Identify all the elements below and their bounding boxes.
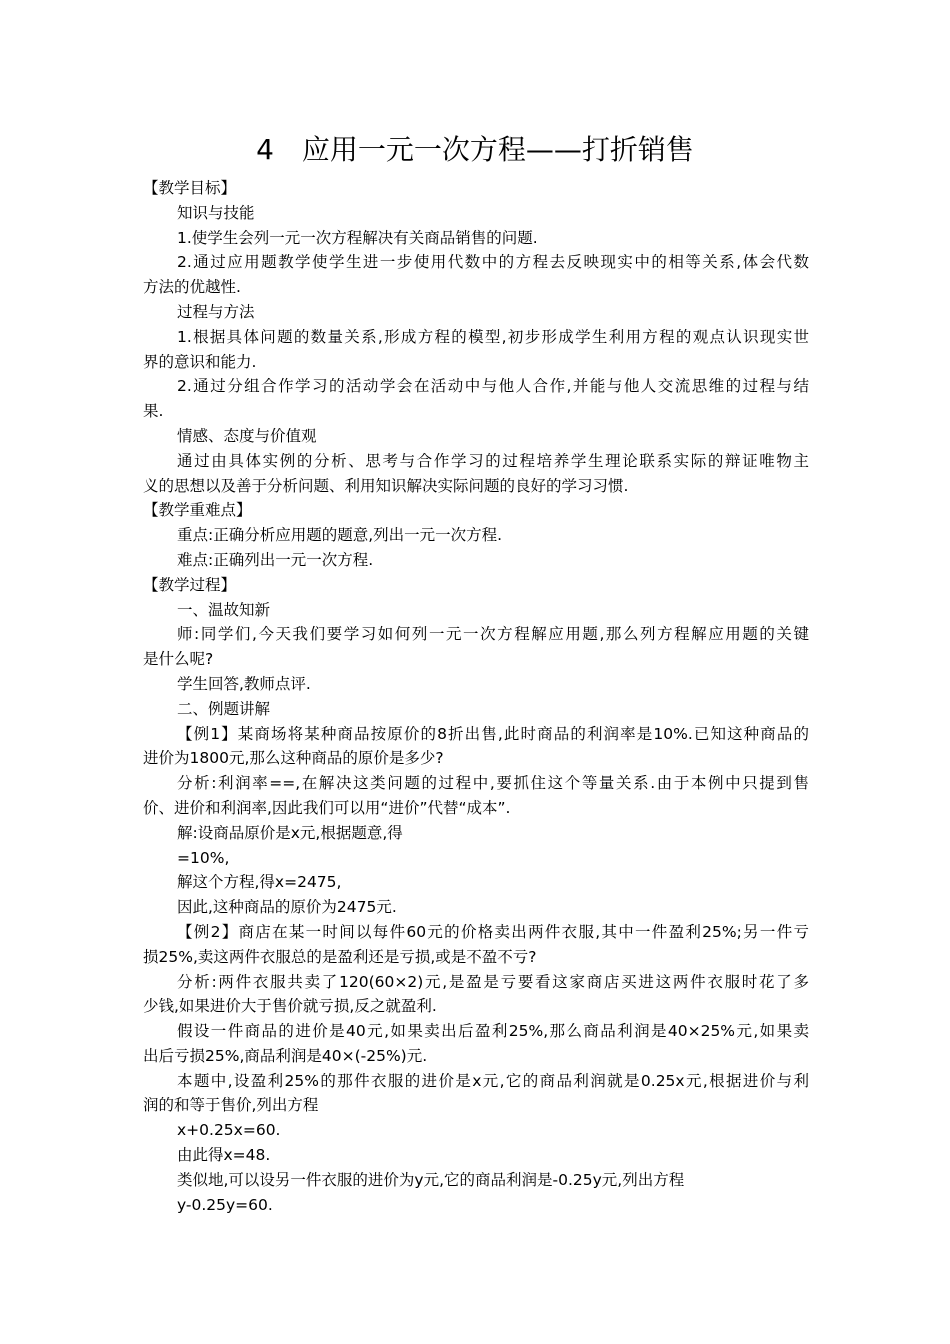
text-line: =10%, <box>177 848 230 867</box>
text-line: 【例1】某商场将某种商品按原价的8折出售,此时商品的利润率是10%.已知这种商品的 <box>177 724 809 743</box>
text-line: 润的和等于售价,列出方程 <box>143 1096 319 1115</box>
text-line: 1.根据具体问题的数量关系,形成方程的模型,初步形成学生利用方程的观点认识现实世 <box>177 327 809 346</box>
text-line: 果. <box>143 402 164 421</box>
text-line: 进价为1800元,那么这种商品的原价是多少? <box>143 749 444 768</box>
text-line: 通过由具体实例的分析、思考与合作学习的过程培养学生理论联系实际的辩证唯物主 <box>177 451 809 470</box>
text-line: 本题中,设盈利25%的那件衣服的进价是x元,它的商品利润就是0.25x元,根据进价与利 <box>177 1071 809 1090</box>
text-line: 因此,这种商品的原价为2475元. <box>177 898 397 917</box>
text-line: 少钱,如果进价大于售价就亏损,反之就盈利. <box>143 997 437 1016</box>
text-line: 【教学过程】 <box>143 575 237 594</box>
text-line: 师:同学们,今天我们要学习如何列一元一次方程解应用题,那么列方程解应用题的关键 <box>177 625 809 644</box>
text-line: 情感、态度与价值观 <box>177 426 317 445</box>
text-line: 是什么呢? <box>143 650 214 669</box>
text-line: 类似地,可以设另一件衣服的进价为y元,它的商品利润是-0.25y元,列出方程 <box>177 1170 685 1189</box>
text-line: 解:设商品原价是x元,根据题意,得 <box>177 823 403 842</box>
text-line: 【例2】商店在某一时间以每件60元的价格卖出两件衣服,其中一件盈利25%;另一件亏 <box>177 922 809 941</box>
text-line: 假设一件商品的进价是40元,如果卖出后盈利25%,那么商品利润是40×25%元,如果卖 <box>177 1022 809 1041</box>
text-line: 二、例题讲解 <box>177 699 271 718</box>
text-line: 1.使学生会列一元一次方程解决有关商品销售的问题. <box>177 228 538 247</box>
text-line: 分析:利润率==,在解决这类问题的过程中,要抓住这个等量关系.由于本例中只提到售 <box>177 774 809 793</box>
text-line: 义的思想以及善于分析问题、利用知识解决实际问题的良好的学习习惯. <box>143 476 629 495</box>
text-line: 界的意识和能力. <box>143 352 257 371</box>
text-line: 【教学重难点】 <box>143 501 252 520</box>
text-line: 知识与技能 <box>177 203 255 222</box>
text-line: 出后亏损25%,商品利润是40×(-25%)元. <box>143 1046 428 1065</box>
text-line: 【教学目标】 <box>143 179 237 197</box>
text-line: y-0.25y=60. <box>177 1195 273 1214</box>
text-line: 分析:两件衣服共卖了120(60×2)元,是盈是亏要看这家商店买进这两件衣服时花了多 <box>177 972 809 991</box>
text-line: 学生回答,教师点评. <box>177 674 311 693</box>
text-line: 一、温故知新 <box>177 600 271 619</box>
text-line: 解这个方程,得x=2475, <box>177 873 342 892</box>
text-line: 过程与方法 <box>177 302 255 321</box>
text-line: 由此得x=48. <box>177 1146 271 1165</box>
text-line: 重点:正确分析应用题的题意,列出一元一次方程. <box>177 526 503 545</box>
text-line: 2.通过分组合作学习的活动学会在活动中与他人合作,并能与他人交流思维的过程与结 <box>177 377 809 396</box>
text-line: 2.通过应用题教学使学生进一步使用代数中的方程去反映现实中的相等关系,体会代数 <box>177 253 809 272</box>
document-body <box>143 176 809 1217</box>
text-line: 损25%,卖这两件衣服总的是盈利还是亏损,或是不盈不亏? <box>143 947 537 966</box>
text-line: 价、进价和利润率,因此我们可以用“进价”代替“成本”. <box>143 798 511 817</box>
text-line: x+0.25x=60. <box>177 1121 281 1140</box>
document-title: 4 应用一元一次方程——打折销售 <box>256 133 694 166</box>
text-line: 方法的优越性. <box>143 278 241 297</box>
text-line: 难点:正确列出一元一次方程. <box>177 550 374 569</box>
